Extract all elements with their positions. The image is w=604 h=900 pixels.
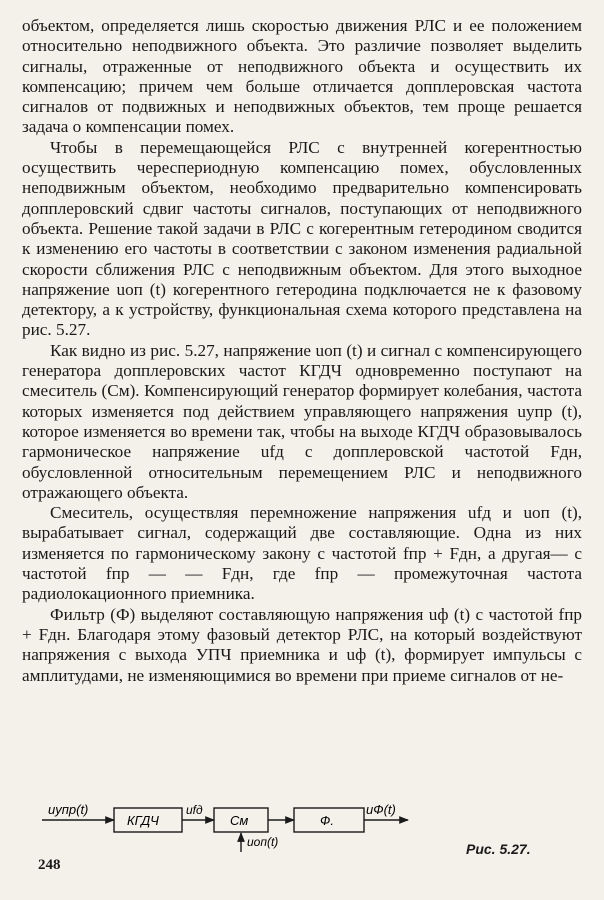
- figure-caption: Рис. 5.27.: [466, 841, 531, 857]
- body-text: [22, 16, 582, 686]
- kgdch-label: КГДЧ: [127, 813, 159, 828]
- mid-label: ufд: [186, 803, 203, 817]
- filter-label: Ф.: [320, 813, 334, 828]
- input-label: uупр(t): [48, 802, 89, 817]
- output-label: uФ(t): [366, 802, 396, 817]
- paragraph-5: Фильтр (Ф) выделяют составляющую напряжения uф (t) с частотой fпр + Fдн. Благодаря этому фазовый детектор РЛС, на который воздействуют напряжения с выхода УПЧ приемника и uф (t), формирует импульсы с амплитудами, не изменяющимися во времени при приеме сигналов от не-: [22, 604, 582, 685]
- block-diagram: [22, 790, 582, 870]
- ref-label: uоп(t): [247, 835, 279, 849]
- paragraph-4: Смеситель, осуществляя перемножение напряжения ufд и uоп (t), вырабатывает сигнал, содержащий две составляющие. Одна из них изменяется по гармоническому закону с частотой fпр + Fдн, а другая— с частотой fпр — — Fдн, где fпр — промежуточная частота радиолокационного приемника.: [22, 503, 582, 604]
- paragraph-2: Чтобы в перемещающейся РЛС с внутренней когерентностью осуществить череспериодную компенсацию помех, обусловленных неподвижным объектом, необходимо предварительно компенсировать допплеровский сдвиг частоты сигналов, поступающих от неподвижного объекта. Решение такой задачи в РЛС с когерентным гетеродином сводится к изменению его частоты в соответствии с законом изменения радиальной скорости сближения РЛС с неподвижным объектом. Для этого выходное напряжение uоп (t) когерентного гетеродина подключается не к фазовому детектору, а к устройству, функциональная схема которого представлена на рис. 5.27.: [22, 137, 582, 340]
- page-number: 248: [38, 857, 61, 873]
- paragraph-3: Как видно из рис. 5.27, напряжение uоп (t) и сигнал с компенсирующего генератора допплеровских частот КГДЧ одновременно поступают на смеситель (См). Компенсирующий генератор формирует колебания, частота которых изменяется под действием управляющего напряжения uупр (t), которое изменяется во времени так, чтобы на выходе КГДЧ образовывалось гармоническое напряжение ufд с допплеровской частотой Fдн, обусловленной относительным перемещением РЛС и неподвижного отражающего объекта.: [22, 340, 582, 502]
- paragraph-1: объектом, определяется лишь скоростью движения РЛС и ее положением относительно неподвижного объекта. Это различие позволяет выделить сигналы, отраженные от неподвижного объекта и осуществить их компенсацию; причем чем больше отличается допплеровская частота сигналов от подвижных и неподвижных объектов, тем проще решается задача о компенсации помех.: [22, 16, 582, 137]
- mixer-label: См: [230, 813, 249, 828]
